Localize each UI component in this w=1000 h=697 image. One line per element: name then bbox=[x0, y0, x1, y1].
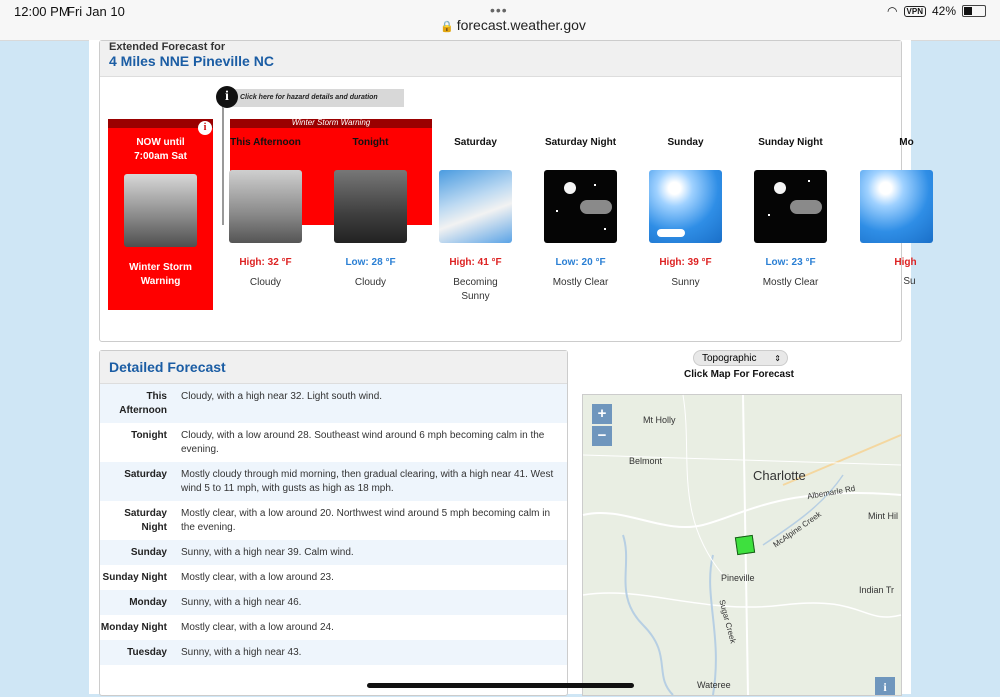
period-name: Sunday Night bbox=[758, 137, 823, 148]
period-name: Saturday bbox=[454, 137, 497, 148]
becoming-sunny-icon bbox=[439, 170, 512, 243]
map-label: Pineville bbox=[721, 573, 755, 583]
row-label: Monday bbox=[129, 597, 167, 608]
status-time: 12:00 PM bbox=[14, 4, 70, 19]
forecast-period-clip bbox=[860, 136, 917, 336]
extended-forecast-header bbox=[100, 41, 901, 77]
row-label: Sunday bbox=[130, 547, 167, 558]
period-temp: Low: 23 °F bbox=[765, 257, 816, 268]
detailed-forecast-title: Detailed Forecast bbox=[100, 351, 567, 384]
row-text: Sunny, with a high near 46. bbox=[181, 597, 302, 608]
row-text: Mostly clear, with a low around 20. Northwest wind around 5 mph becoming calm in the evening. bbox=[181, 508, 551, 533]
forecast-row bbox=[100, 384, 567, 423]
moon-icon bbox=[774, 182, 786, 194]
forecast-period[interactable] bbox=[213, 136, 318, 290]
row-label: Tonight bbox=[131, 430, 167, 441]
forecast-row bbox=[100, 501, 567, 540]
lock-icon: 🔒 bbox=[440, 21, 454, 33]
map-type-value: Topographic bbox=[702, 353, 757, 364]
forecast-location: 4 Miles NNE Pineville NC bbox=[109, 53, 274, 69]
forecast-period[interactable] bbox=[528, 136, 633, 290]
now-title-line1: NOW until bbox=[136, 137, 185, 148]
period-temp: High: 32 °F bbox=[239, 257, 292, 268]
now-warning-line1: Winter Storm bbox=[129, 262, 192, 273]
period-temp: Low: 28 °F bbox=[345, 257, 396, 268]
mostly-clear-night-icon bbox=[544, 170, 617, 243]
period-desc: Sunny bbox=[671, 277, 700, 288]
url-text: forecast.weather.gov bbox=[456, 17, 586, 33]
period-temp: High: 39 °F bbox=[659, 257, 712, 268]
map-label: Mt Holly bbox=[643, 415, 676, 425]
forecast-period[interactable] bbox=[844, 136, 949, 287]
period-desc: Mostly Clear bbox=[552, 277, 609, 288]
period-name: Sunday bbox=[667, 137, 704, 148]
period-name: This Afternoon bbox=[230, 137, 301, 148]
now-snow-image bbox=[124, 174, 197, 247]
night-cloud-icon bbox=[580, 200, 612, 214]
night-cloud-icon bbox=[790, 200, 822, 214]
now-hazard-box[interactable] bbox=[108, 119, 213, 310]
star-icon bbox=[594, 184, 596, 186]
sunny-icon bbox=[649, 170, 722, 243]
period-name: Mo bbox=[899, 137, 914, 148]
star-icon bbox=[556, 210, 558, 212]
row-label: Tuesday bbox=[127, 647, 167, 658]
period-name: Saturday Night bbox=[544, 137, 617, 148]
map-info-button[interactable]: i bbox=[875, 677, 895, 695]
row-text: Mostly cloudy through mid morning, then gradual clearing, with a high near 41. West wind 5 to 11 mph, with gusts as high as 18 mph. bbox=[181, 469, 554, 494]
period-desc: Mostly Clear bbox=[762, 277, 819, 288]
sunny-icon bbox=[860, 170, 933, 243]
row-text: Mostly clear, with a low around 23. bbox=[181, 572, 334, 583]
battery-icon bbox=[962, 5, 986, 17]
row-text: Cloudy, with a low around 28. Southeast wind around 6 mph becoming calm in the evening. bbox=[181, 430, 545, 455]
row-text: Cloudy, with a high near 32. Light south wind. bbox=[181, 391, 383, 402]
extended-forecast-heading: Extended Forecast for bbox=[109, 41, 226, 53]
address-bar[interactable] bbox=[440, 17, 586, 33]
period-desc: Cloudy bbox=[249, 277, 282, 288]
forecast-row bbox=[100, 565, 567, 590]
forecast-period[interactable] bbox=[633, 136, 738, 290]
forecast-row bbox=[100, 640, 567, 665]
period-temp: High: 41 °F bbox=[449, 257, 502, 268]
row-text: Mostly clear, with a low around 24. bbox=[181, 622, 334, 633]
map-label: Mint Hil bbox=[868, 511, 899, 521]
page bbox=[89, 40, 917, 694]
map-label: Albemarle Rd bbox=[806, 483, 856, 502]
forecast-period[interactable] bbox=[318, 136, 423, 290]
ios-status-bar bbox=[0, 0, 1000, 41]
map-label: Belmont bbox=[629, 456, 663, 466]
hazard-info-icon[interactable]: i bbox=[198, 121, 212, 135]
forecast-row bbox=[100, 462, 567, 501]
map-instruction: Click Map For Forecast bbox=[683, 369, 795, 380]
zoom-out-button[interactable]: − bbox=[592, 426, 612, 446]
now-warning bbox=[108, 261, 213, 289]
cloud-icon bbox=[657, 229, 685, 237]
forecast-row bbox=[100, 423, 567, 462]
hazard-details-link[interactable]: Click here for hazard details and duration bbox=[224, 89, 404, 107]
forecast-row bbox=[100, 615, 567, 640]
row-label: Saturday Night bbox=[124, 508, 167, 533]
mostly-clear-night-icon bbox=[754, 170, 827, 243]
forecast-row bbox=[100, 540, 567, 565]
battery-level bbox=[964, 7, 972, 15]
winter-storm-warning-label[interactable]: Winter Storm Warning bbox=[291, 118, 371, 127]
period-desc: Cloudy bbox=[354, 277, 387, 288]
period-desc: Becoming Sunny bbox=[453, 277, 498, 302]
zoom-in-button[interactable]: + bbox=[592, 404, 612, 424]
row-label: Saturday bbox=[124, 469, 167, 480]
vpn-badge: VPN bbox=[904, 6, 926, 17]
now-title-line2: 7:00am Sat bbox=[134, 151, 187, 162]
period-name: Tonight bbox=[352, 137, 389, 148]
row-text: Sunny, with a high near 43. bbox=[181, 647, 302, 658]
status-date: Fri Jan 10 bbox=[67, 4, 125, 19]
map-type-select[interactable] bbox=[693, 350, 788, 366]
period-desc: Su bbox=[903, 276, 916, 287]
now-warning-line2: Warning bbox=[140, 276, 181, 287]
star-icon bbox=[768, 214, 770, 216]
map-label: Indian Tr bbox=[859, 585, 895, 595]
period-temp: Low: 20 °F bbox=[555, 257, 606, 268]
star-icon bbox=[808, 180, 810, 182]
cloudy-night-icon bbox=[334, 170, 407, 243]
star-icon bbox=[604, 228, 606, 230]
tab-dots-icon[interactable]: ••• bbox=[490, 2, 508, 18]
forecast-row bbox=[100, 590, 567, 615]
battery-percent: 42% bbox=[931, 4, 956, 18]
chevron-updown-icon: ⇕ bbox=[774, 354, 781, 363]
forecast-map[interactable] bbox=[582, 394, 902, 696]
map-label: Charlotte bbox=[753, 468, 806, 483]
period-temp: High bbox=[894, 257, 917, 268]
row-label: Monday Night bbox=[100, 622, 167, 633]
detailed-forecast-panel bbox=[99, 350, 568, 696]
row-text: Sunny, with a high near 39. Calm wind. bbox=[181, 547, 354, 558]
moon-icon bbox=[564, 182, 576, 194]
map-label: Wateree bbox=[697, 680, 731, 690]
map-label: McAlpine Creek bbox=[771, 509, 823, 550]
cloudy-icon bbox=[229, 170, 302, 243]
wifi-icon: ◠ bbox=[887, 4, 898, 18]
detailed-forecast-list bbox=[100, 384, 567, 665]
info-icon[interactable]: i bbox=[216, 86, 238, 108]
forecast-area-marker[interactable] bbox=[735, 535, 755, 555]
forecast-period[interactable] bbox=[423, 136, 528, 304]
home-indicator[interactable] bbox=[367, 683, 634, 688]
row-label: This Afternoon bbox=[119, 391, 167, 416]
extended-forecast-card bbox=[99, 40, 917, 342]
row-label: Sunday Night bbox=[102, 572, 167, 583]
map-label: Sugar Creek bbox=[717, 598, 738, 645]
status-right bbox=[887, 4, 986, 18]
forecast-period[interactable] bbox=[738, 136, 843, 290]
